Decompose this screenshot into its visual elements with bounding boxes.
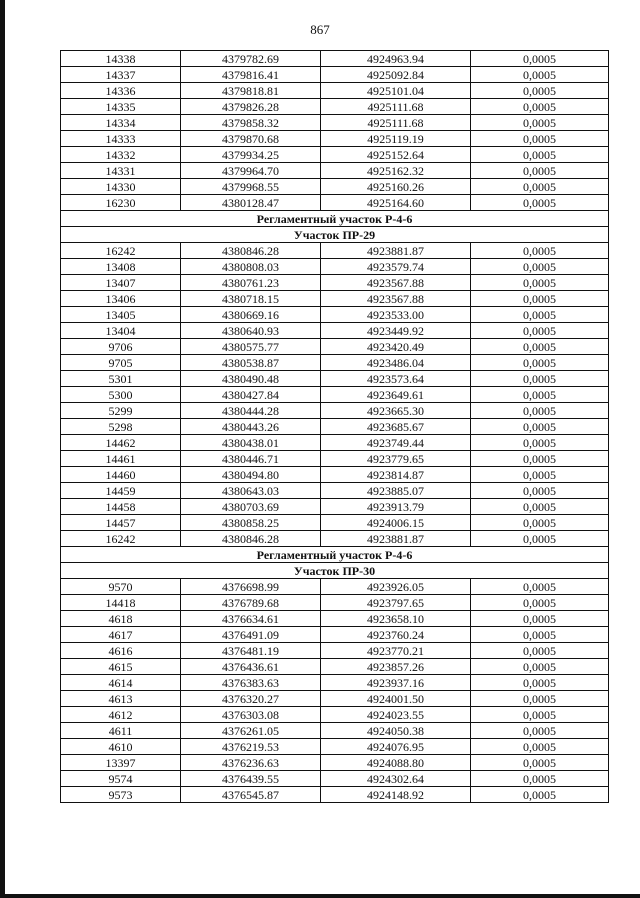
y-coordinate-cell: 4925162.32 (321, 163, 471, 179)
accuracy-cell: 0,0005 (471, 579, 609, 595)
point-number-cell: 9574 (61, 771, 181, 787)
y-coordinate-cell: 4923779.65 (321, 451, 471, 467)
x-coordinate-cell: 4380444.28 (181, 403, 321, 419)
accuracy-cell: 0,0005 (471, 403, 609, 419)
x-coordinate-cell: 4376303.08 (181, 707, 321, 723)
x-coordinate-cell: 4380575.77 (181, 339, 321, 355)
accuracy-cell: 0,0005 (471, 371, 609, 387)
coordinates-table-body (61, 51, 609, 803)
table-row (61, 723, 609, 739)
point-number-cell: 4614 (61, 675, 181, 691)
point-number-cell: 14337 (61, 67, 181, 83)
x-coordinate-cell: 4380808.03 (181, 259, 321, 275)
point-number-cell: 9573 (61, 787, 181, 803)
y-coordinate-cell: 4923760.24 (321, 627, 471, 643)
accuracy-cell: 0,0005 (471, 739, 609, 755)
point-number-cell: 16230 (61, 195, 181, 211)
table-row (61, 451, 609, 467)
table-row (61, 403, 609, 419)
table-row (61, 115, 609, 131)
y-coordinate-cell: 4924050.38 (321, 723, 471, 739)
y-coordinate-cell: 4925111.68 (321, 115, 471, 131)
accuracy-cell: 0,0005 (471, 723, 609, 739)
table-row (61, 579, 609, 595)
y-coordinate-cell: 4923658.10 (321, 611, 471, 627)
x-coordinate-cell: 4376261.05 (181, 723, 321, 739)
accuracy-cell: 0,0005 (471, 531, 609, 547)
table-row (61, 99, 609, 115)
y-coordinate-cell: 4923913.79 (321, 499, 471, 515)
table-row (61, 787, 609, 803)
accuracy-cell: 0,0005 (471, 275, 609, 291)
accuracy-cell: 0,0005 (471, 163, 609, 179)
accuracy-cell: 0,0005 (471, 339, 609, 355)
section-header-row (61, 547, 609, 563)
accuracy-cell: 0,0005 (471, 83, 609, 99)
x-coordinate-cell: 4380846.28 (181, 531, 321, 547)
x-coordinate-cell: 4379964.70 (181, 163, 321, 179)
point-number-cell: 14418 (61, 595, 181, 611)
y-coordinate-cell: 4925164.60 (321, 195, 471, 211)
point-number-cell: 13405 (61, 307, 181, 323)
subsection-title: Участок ПР-29 (61, 227, 609, 243)
accuracy-cell: 0,0005 (471, 355, 609, 371)
accuracy-cell: 0,0005 (471, 67, 609, 83)
table-row (61, 515, 609, 531)
table-row (61, 307, 609, 323)
point-number-cell: 5298 (61, 419, 181, 435)
table-row (61, 147, 609, 163)
table-row (61, 67, 609, 83)
accuracy-cell: 0,0005 (471, 611, 609, 627)
table-row (61, 627, 609, 643)
point-number-cell: 4617 (61, 627, 181, 643)
table-row (61, 643, 609, 659)
table-row (61, 243, 609, 259)
x-coordinate-cell: 4380718.15 (181, 291, 321, 307)
y-coordinate-cell: 4923579.74 (321, 259, 471, 275)
point-number-cell: 4615 (61, 659, 181, 675)
accuracy-cell: 0,0005 (471, 195, 609, 211)
x-coordinate-cell: 4376545.87 (181, 787, 321, 803)
point-number-cell: 14330 (61, 179, 181, 195)
y-coordinate-cell: 4925152.64 (321, 147, 471, 163)
x-coordinate-cell: 4376219.53 (181, 739, 321, 755)
accuracy-cell: 0,0005 (471, 691, 609, 707)
table-row (61, 51, 609, 67)
accuracy-cell: 0,0005 (471, 515, 609, 531)
y-coordinate-cell: 4923649.61 (321, 387, 471, 403)
y-coordinate-cell: 4924006.15 (321, 515, 471, 531)
accuracy-cell: 0,0005 (471, 51, 609, 67)
point-number-cell: 14457 (61, 515, 181, 531)
accuracy-cell: 0,0005 (471, 147, 609, 163)
y-coordinate-cell: 4923881.87 (321, 531, 471, 547)
table-row (61, 467, 609, 483)
table-row (61, 707, 609, 723)
x-coordinate-cell: 4380490.48 (181, 371, 321, 387)
accuracy-cell: 0,0005 (471, 307, 609, 323)
point-number-cell: 13407 (61, 275, 181, 291)
point-number-cell: 13397 (61, 755, 181, 771)
y-coordinate-cell: 4925111.68 (321, 99, 471, 115)
accuracy-cell: 0,0005 (471, 419, 609, 435)
y-coordinate-cell: 4923665.30 (321, 403, 471, 419)
accuracy-cell: 0,0005 (471, 659, 609, 675)
table-row (61, 131, 609, 147)
y-coordinate-cell: 4923685.67 (321, 419, 471, 435)
point-number-cell: 4613 (61, 691, 181, 707)
x-coordinate-cell: 4380643.03 (181, 483, 321, 499)
table-row (61, 659, 609, 675)
table-row (61, 435, 609, 451)
point-number-cell: 14333 (61, 131, 181, 147)
y-coordinate-cell: 4925101.04 (321, 83, 471, 99)
accuracy-cell: 0,0005 (471, 627, 609, 643)
point-number-cell: 9570 (61, 579, 181, 595)
accuracy-cell: 0,0005 (471, 787, 609, 803)
section-header-row (61, 227, 609, 243)
point-number-cell: 14458 (61, 499, 181, 515)
point-number-cell: 4618 (61, 611, 181, 627)
scan-edge-bottom (0, 894, 640, 898)
table-row (61, 323, 609, 339)
point-number-cell: 14334 (61, 115, 181, 131)
regulated-section-title: Регламентный участок Р-4-6 (61, 211, 609, 227)
accuracy-cell: 0,0005 (471, 323, 609, 339)
point-number-cell: 14461 (61, 451, 181, 467)
accuracy-cell: 0,0005 (471, 131, 609, 147)
x-coordinate-cell: 4376789.68 (181, 595, 321, 611)
y-coordinate-cell: 4923567.88 (321, 291, 471, 307)
x-coordinate-cell: 4379818.81 (181, 83, 321, 99)
table-row (61, 179, 609, 195)
point-number-cell: 14332 (61, 147, 181, 163)
accuracy-cell: 0,0005 (471, 99, 609, 115)
y-coordinate-cell: 4923881.87 (321, 243, 471, 259)
x-coordinate-cell: 4376439.55 (181, 771, 321, 787)
point-number-cell: 14462 (61, 435, 181, 451)
accuracy-cell: 0,0005 (471, 483, 609, 499)
table-row (61, 259, 609, 275)
y-coordinate-cell: 4923749.44 (321, 435, 471, 451)
accuracy-cell: 0,0005 (471, 707, 609, 723)
x-coordinate-cell: 4380438.01 (181, 435, 321, 451)
table-row (61, 483, 609, 499)
y-coordinate-cell: 4924963.94 (321, 51, 471, 67)
accuracy-cell: 0,0005 (471, 467, 609, 483)
table-row (61, 531, 609, 547)
point-number-cell: 13408 (61, 259, 181, 275)
point-number-cell: 14335 (61, 99, 181, 115)
x-coordinate-cell: 4376320.27 (181, 691, 321, 707)
point-number-cell: 5300 (61, 387, 181, 403)
page-number: 867 (310, 22, 330, 37)
table-row (61, 691, 609, 707)
x-coordinate-cell: 4380128.47 (181, 195, 321, 211)
x-coordinate-cell: 4376383.63 (181, 675, 321, 691)
y-coordinate-cell: 4923573.64 (321, 371, 471, 387)
x-coordinate-cell: 4379816.41 (181, 67, 321, 83)
x-coordinate-cell: 4376236.63 (181, 755, 321, 771)
point-number-cell: 4616 (61, 643, 181, 659)
y-coordinate-cell: 4923857.26 (321, 659, 471, 675)
table-row (61, 371, 609, 387)
subsection-title: Участок ПР-30 (61, 563, 609, 579)
regulated-section-title: Регламентный участок Р-4-6 (61, 547, 609, 563)
x-coordinate-cell: 4379968.55 (181, 179, 321, 195)
accuracy-cell: 0,0005 (471, 643, 609, 659)
x-coordinate-cell: 4380640.93 (181, 323, 321, 339)
table-row (61, 83, 609, 99)
section-header-row (61, 563, 609, 579)
accuracy-cell: 0,0005 (471, 291, 609, 307)
point-number-cell: 9706 (61, 339, 181, 355)
accuracy-cell: 0,0005 (471, 595, 609, 611)
table-row (61, 291, 609, 307)
y-coordinate-cell: 4924001.50 (321, 691, 471, 707)
x-coordinate-cell: 4376698.99 (181, 579, 321, 595)
x-coordinate-cell: 4380446.71 (181, 451, 321, 467)
x-coordinate-cell: 4380669.16 (181, 307, 321, 323)
point-number-cell: 4612 (61, 707, 181, 723)
point-number-cell: 5299 (61, 403, 181, 419)
y-coordinate-cell: 4924302.64 (321, 771, 471, 787)
point-number-cell: 14459 (61, 483, 181, 499)
point-number-cell: 5301 (61, 371, 181, 387)
point-number-cell: 16242 (61, 243, 181, 259)
x-coordinate-cell: 4379858.32 (181, 115, 321, 131)
x-coordinate-cell: 4376481.19 (181, 643, 321, 659)
y-coordinate-cell: 4925160.26 (321, 179, 471, 195)
table-row (61, 755, 609, 771)
section-header-row (61, 211, 609, 227)
x-coordinate-cell: 4380761.23 (181, 275, 321, 291)
scan-edge-left (0, 0, 5, 898)
x-coordinate-cell: 4376436.61 (181, 659, 321, 675)
y-coordinate-cell: 4923533.00 (321, 307, 471, 323)
accuracy-cell: 0,0005 (471, 755, 609, 771)
table-row (61, 275, 609, 291)
y-coordinate-cell: 4924076.95 (321, 739, 471, 755)
x-coordinate-cell: 4376491.09 (181, 627, 321, 643)
y-coordinate-cell: 4923797.65 (321, 595, 471, 611)
table-row (61, 739, 609, 755)
y-coordinate-cell: 4923937.16 (321, 675, 471, 691)
y-coordinate-cell: 4925092.84 (321, 67, 471, 83)
table-row (61, 595, 609, 611)
accuracy-cell: 0,0005 (471, 451, 609, 467)
x-coordinate-cell: 4379826.28 (181, 99, 321, 115)
table-row (61, 387, 609, 403)
point-number-cell: 14338 (61, 51, 181, 67)
accuracy-cell: 0,0005 (471, 771, 609, 787)
accuracy-cell: 0,0005 (471, 259, 609, 275)
y-coordinate-cell: 4924088.80 (321, 755, 471, 771)
coordinates-table (60, 50, 609, 803)
table-row (61, 195, 609, 211)
x-coordinate-cell: 4380858.25 (181, 515, 321, 531)
x-coordinate-cell: 4376634.61 (181, 611, 321, 627)
table-row (61, 419, 609, 435)
accuracy-cell: 0,0005 (471, 115, 609, 131)
y-coordinate-cell: 4924148.92 (321, 787, 471, 803)
y-coordinate-cell: 4923486.04 (321, 355, 471, 371)
point-number-cell: 14331 (61, 163, 181, 179)
point-number-cell: 16242 (61, 531, 181, 547)
accuracy-cell: 0,0005 (471, 499, 609, 515)
table-row (61, 611, 609, 627)
y-coordinate-cell: 4924023.55 (321, 707, 471, 723)
point-number-cell: 13404 (61, 323, 181, 339)
x-coordinate-cell: 4380443.26 (181, 419, 321, 435)
table-row (61, 771, 609, 787)
table-row (61, 163, 609, 179)
x-coordinate-cell: 4379934.25 (181, 147, 321, 163)
x-coordinate-cell: 4379870.68 (181, 131, 321, 147)
accuracy-cell: 0,0005 (471, 243, 609, 259)
accuracy-cell: 0,0005 (471, 179, 609, 195)
table-row (61, 675, 609, 691)
table-row (61, 339, 609, 355)
x-coordinate-cell: 4380494.80 (181, 467, 321, 483)
y-coordinate-cell: 4923449.92 (321, 323, 471, 339)
y-coordinate-cell: 4923885.07 (321, 483, 471, 499)
table-row (61, 355, 609, 371)
point-number-cell: 14336 (61, 83, 181, 99)
y-coordinate-cell: 4925119.19 (321, 131, 471, 147)
y-coordinate-cell: 4923770.21 (321, 643, 471, 659)
y-coordinate-cell: 4923420.49 (321, 339, 471, 355)
accuracy-cell: 0,0005 (471, 675, 609, 691)
x-coordinate-cell: 4380846.28 (181, 243, 321, 259)
point-number-cell: 13406 (61, 291, 181, 307)
x-coordinate-cell: 4380703.69 (181, 499, 321, 515)
point-number-cell: 4610 (61, 739, 181, 755)
y-coordinate-cell: 4923814.87 (321, 467, 471, 483)
y-coordinate-cell: 4923567.88 (321, 275, 471, 291)
accuracy-cell: 0,0005 (471, 435, 609, 451)
point-number-cell: 14460 (61, 467, 181, 483)
point-number-cell: 4611 (61, 723, 181, 739)
x-coordinate-cell: 4379782.69 (181, 51, 321, 67)
x-coordinate-cell: 4380538.87 (181, 355, 321, 371)
x-coordinate-cell: 4380427.84 (181, 387, 321, 403)
table-row (61, 499, 609, 515)
accuracy-cell: 0,0005 (471, 387, 609, 403)
y-coordinate-cell: 4923926.05 (321, 579, 471, 595)
point-number-cell: 9705 (61, 355, 181, 371)
